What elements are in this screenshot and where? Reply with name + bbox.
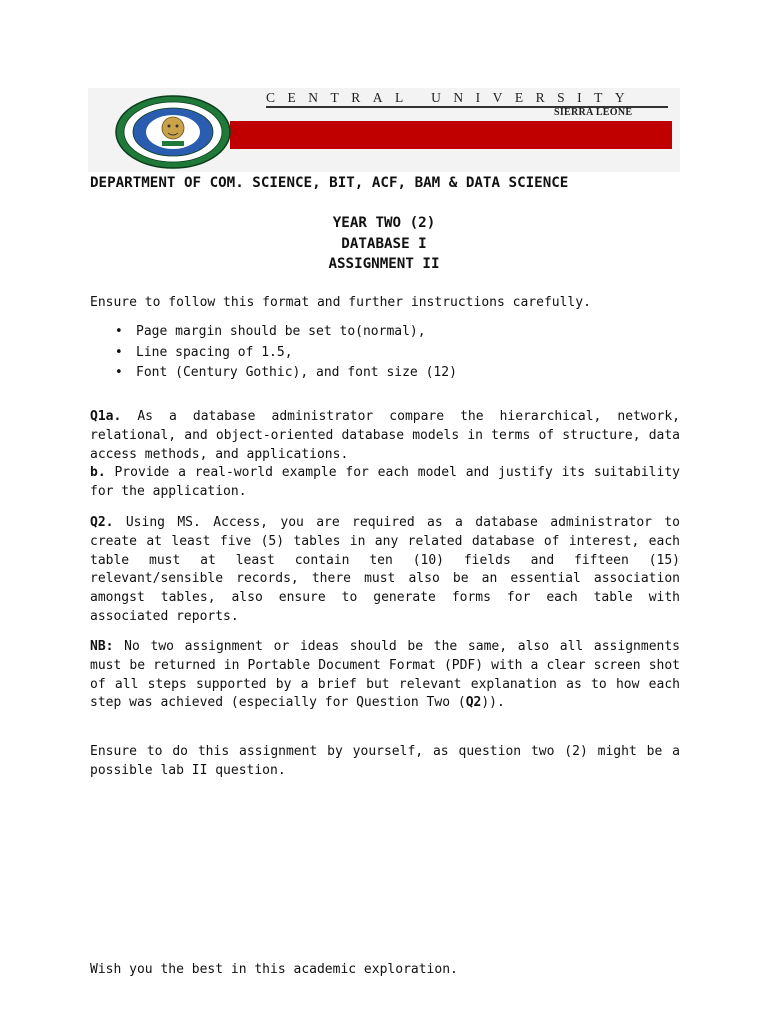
list-item: • Page margin should be set to(normal),	[136, 322, 457, 343]
nb-label: NB:	[90, 639, 114, 654]
q1b-text: Provide a real-world example for each model and justify its suitability for the application.	[90, 465, 680, 500]
list-item: • Font (Century Gothic), and font size (12)	[136, 363, 457, 384]
year-title: YEAR TWO (2)	[332, 215, 436, 231]
q1a-label: Q1a.	[90, 409, 122, 424]
q1a-text: As a database administrator compare the hierarchical, network, relational, and object-oriented database models in terms of structure, data access methods, and applications.	[90, 409, 680, 462]
q1b-label: b.	[90, 465, 106, 481]
department-title: DEPARTMENT OF COM. SCIENCE, BIT, ACF, BAM & DATA SCIENCE	[90, 175, 569, 191]
university-name: CENTRAL UNIVERSITY	[266, 90, 638, 105]
nb-note	[90, 638, 680, 713]
letterhead-red-bar	[230, 121, 672, 149]
assignment-title: ASSIGNMENT II	[328, 256, 440, 272]
q2-text: Using MS. Access, you are required as a database administrator to create at least five (5) tables in any related database of interest, each table must at least contain ten (10) fields and fifteen (15) relevant/sensible records, there must also be an essential association amongst tables, also ensure to generate forms for each table with associated reports.	[90, 515, 681, 624]
closing-line: Wish you the best in this academic exploration.	[90, 962, 458, 977]
title-block	[90, 213, 678, 275]
letterhead	[88, 88, 680, 172]
course-title: DATABASE I	[341, 235, 427, 252]
country-name: SIERRA LEONE	[554, 107, 633, 118]
format-rules-list	[90, 322, 457, 384]
ensure-note: Ensure to do this assignment by yourself, as question two (2) might be a possible lab II question.	[90, 744, 680, 778]
nb-text-end: )).	[481, 695, 505, 711]
question-1	[90, 408, 680, 502]
list-item: • Line spacing of 1.5,	[136, 343, 457, 364]
university-seal-icon	[114, 94, 232, 170]
q2-label: Q2.	[90, 515, 114, 530]
nb-q-ref: Q2	[465, 695, 482, 711]
nb-text: No two assignment or ideas should be the same, also all assignments must be returned in Portable Document Format (PDF) with a clear screen shot of all steps supported by a brief but relevant explanation as to how each step was achieved (especially for Question Two (	[90, 639, 680, 711]
question-2	[90, 514, 680, 627]
instructions-intro: Ensure to follow this format and further instructions carefully.	[90, 295, 591, 310]
